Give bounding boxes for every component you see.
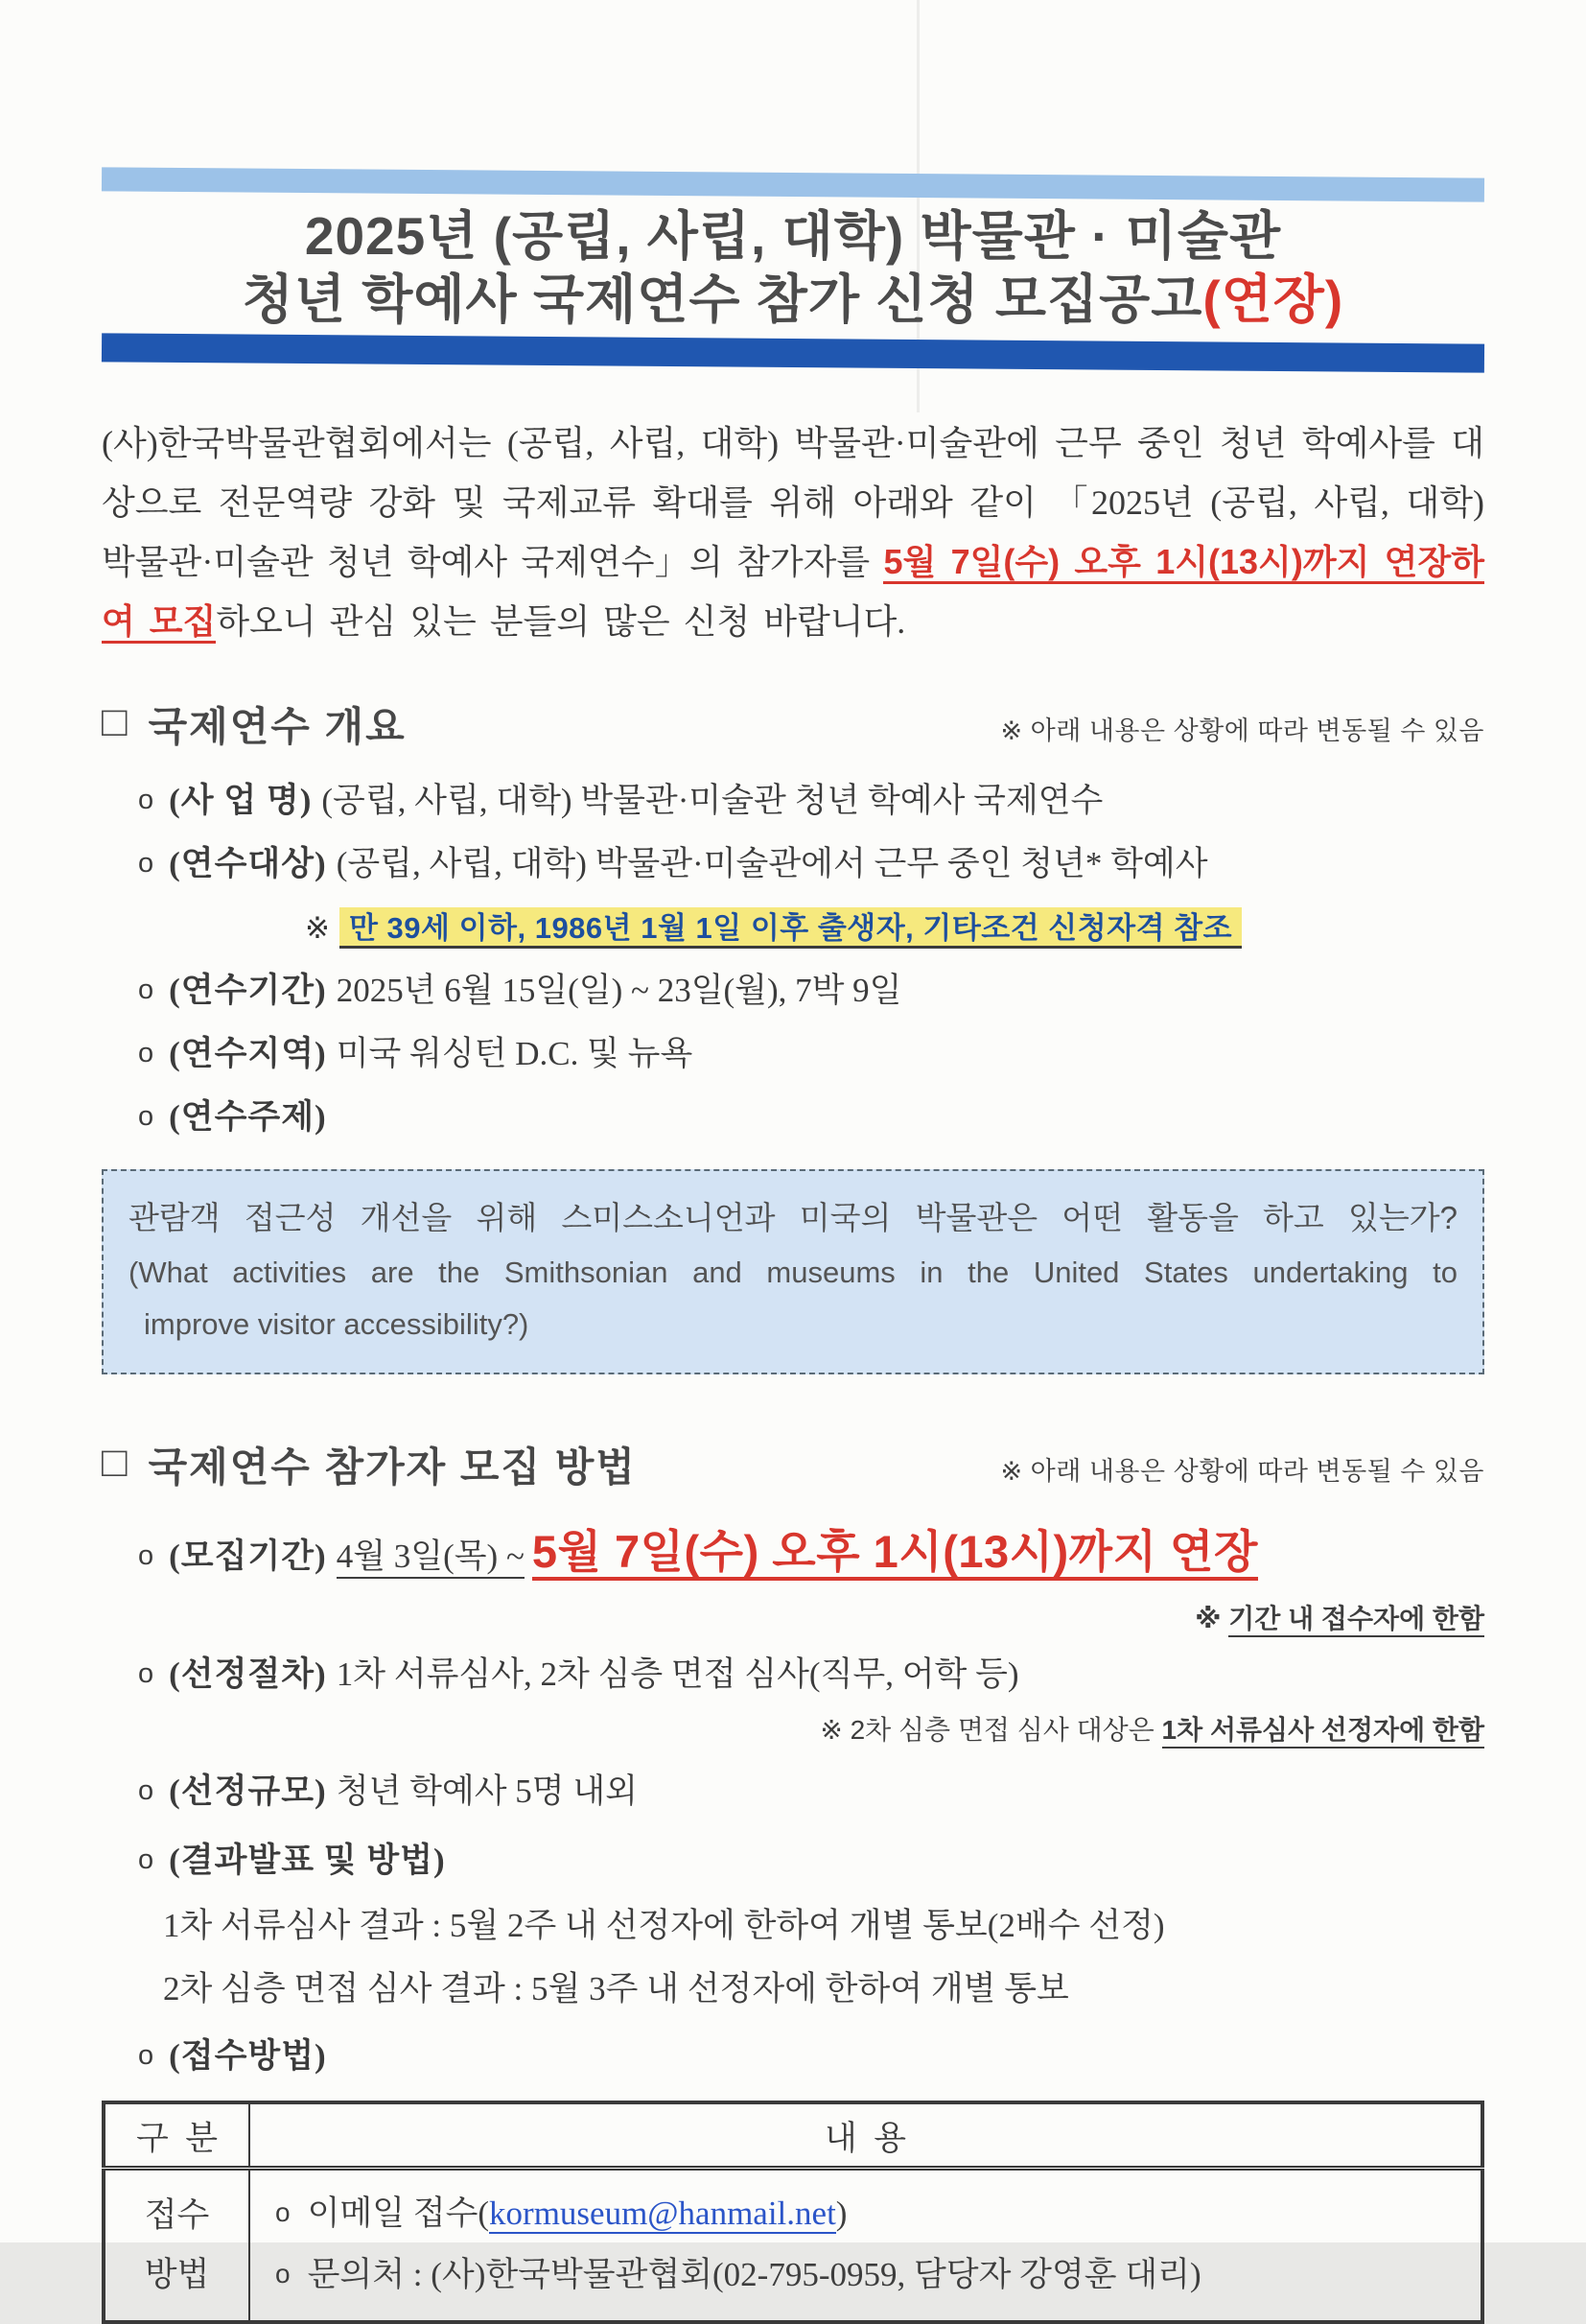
table-row — [104, 2169, 1482, 2323]
interview-restriction-note — [102, 1713, 1484, 1748]
circle-bullet-icon: o — [138, 974, 154, 1005]
row-label-line-1: 접수 — [144, 2196, 210, 2234]
circle-bullet-icon: o — [275, 2259, 291, 2289]
topic-english-line-1: (What activities are the Smithsonian and museums in the United States undertaking to — [128, 1256, 1458, 1289]
deadline-restriction-underlined: 기간 내 접수자에 한함 — [1228, 1604, 1484, 1637]
topic-english-line-2: improve visitor accessibility?) — [144, 1307, 529, 1341]
title-extension-red: (연장) — [1202, 270, 1344, 329]
section-apply-note: ※ 아래 내용은 상황에 따라 변동될 수 있음 — [1000, 1457, 1484, 1486]
eligibility-highlighted-text: 만 39세 이하, 1986년 1월 1일 이후 출생자, 기타조건 신청자격 참조 — [339, 907, 1242, 949]
training-topic-box — [102, 1169, 1484, 1374]
item-selection-procedure — [102, 1652, 1484, 1700]
circle-bullet-icon: o — [138, 1540, 154, 1571]
reference-mark-icon: ※ — [305, 911, 330, 945]
circle-bullet-icon: o — [138, 785, 154, 815]
title-line-1: 2025년 (공립, 사립, 대학) 박물관 · 미술관 — [304, 206, 1282, 266]
item-result-announcement — [102, 1838, 1484, 1886]
recruit-period-extended-red: 5월 7일(수) 오후 1시(13시)까지 연장 — [532, 1526, 1258, 1581]
intro-part-1: (사)한국박물관협회에서는 (공립, 사립, 대학) 박물관·미술관에 근무 중인 청년 학예사를 대상으로 전문역량 강화 및 국제교류 확대를 위해 아래와 같이 「2025년 (공립, 사립, 대학) 박물관·미술관 청년 학예사 국제연수」의 참가자를 — [102, 424, 1484, 581]
circle-bullet-icon: o — [275, 2197, 291, 2227]
circle-bullet-icon: o — [138, 848, 154, 879]
result-announcement-label: (결과발표 및 방법) — [169, 1842, 446, 1879]
title-line-2 — [102, 268, 1484, 331]
document-title — [102, 204, 1484, 331]
item-period — [102, 968, 1484, 1016]
title-line-2-text: 청년 학예사 국제연수 참가 신청 모집공고 — [242, 270, 1203, 329]
section-overview-title-text: 국제연수 개요 — [148, 704, 407, 749]
item-application-method — [102, 2033, 1484, 2081]
item-period-label: (연수기간) — [169, 972, 327, 1009]
row-label-line-2: 방법 — [144, 2256, 210, 2293]
item-target-label: (연수대상) — [169, 845, 327, 882]
title-bottom-bar — [102, 333, 1484, 372]
email-line-suffix: ) — [835, 2195, 848, 2232]
table-header-category: 구 분 — [104, 2102, 249, 2169]
circle-bullet-icon: o — [138, 1844, 154, 1875]
title-top-bar — [102, 167, 1484, 201]
title-block — [102, 173, 1484, 367]
section-apply-title — [102, 1436, 637, 1493]
table-row-content — [249, 2169, 1482, 2323]
email-line-prefix: 이메일 접수( — [307, 2195, 490, 2232]
topic-korean-text: 관람객 접근성 개선을 위해 스미스소니언과 미국의 박물관은 어떤 활동을 하고 있는가? — [128, 1200, 1458, 1235]
item-recruit-period — [102, 1522, 1484, 1588]
contact-line — [275, 2245, 1471, 2307]
item-region-label: (연수지역) — [169, 1035, 327, 1072]
intro-part-3: 하오니 관심 있는 분들의 많은 신청 바랍니다. — [216, 602, 906, 641]
result-second-round: 2차 심층 면접 심사 결과 : 5월 3주 내 선정자에 한하여 개별 통보 — [163, 1970, 1069, 2007]
recruit-period-start: 4월 3일(목) ~ — [337, 1538, 525, 1579]
table-row-label — [104, 2169, 249, 2323]
application-method-label: (접수방법) — [169, 2037, 327, 2075]
square-bullet-icon: □ — [102, 1439, 129, 1486]
item-topic-label: (연수주제) — [169, 1098, 327, 1136]
item-target-text: (공립, 사립, 대학) 박물관·미술관에서 근무 중인 청년* 학예사 — [336, 845, 1208, 882]
section-apply-title-text: 국제연수 참가자 모집 방법 — [148, 1444, 637, 1490]
square-bullet-icon: □ — [102, 698, 129, 745]
item-program-name-text: (공립, 사립, 대학) 박물관·미술관 청년 학예사 국제연수 — [321, 782, 1104, 819]
item-program-name — [102, 778, 1484, 826]
overview-items — [102, 778, 1484, 1142]
reference-mark-icon: ※ — [1195, 1604, 1229, 1633]
section-apply-header — [102, 1436, 1484, 1493]
item-period-text: 2025년 6월 15일(일) ~ 23일(월), 7박 9일 — [336, 972, 902, 1009]
interview-restriction-prefix: ※ 2차 심층 면접 심사 대상은 — [820, 1715, 1162, 1745]
item-region-text: 미국 워싱턴 D.C. 및 뉴욕 — [336, 1035, 693, 1072]
item-selection-scale — [102, 1769, 1484, 1817]
interview-restriction-underlined: 1차 서류심사 선정자에 한함 — [1162, 1715, 1484, 1749]
recruit-period-label: (모집기간) — [169, 1538, 327, 1575]
item-target — [102, 841, 1484, 889]
circle-bullet-icon: o — [138, 1775, 154, 1806]
eligibility-note — [102, 904, 1484, 952]
intro-deadline-red: 5월 7일(수) 오후 1시(13시)까지 연장하여 모집 — [102, 542, 1484, 644]
email-link[interactable]: kormuseum@hanmail.net — [489, 2195, 836, 2232]
item-region — [102, 1031, 1484, 1079]
circle-bullet-icon: o — [138, 2040, 154, 2071]
contact-line-text: 문의처 : (사)한국박물관협회(02-795-0959, 담당자 강영훈 대리) — [307, 2256, 1201, 2293]
circle-bullet-icon: o — [138, 1038, 154, 1068]
selection-procedure-label: (선정절차) — [169, 1655, 327, 1693]
table-header-content: 내 용 — [249, 2102, 1482, 2169]
item-topic — [102, 1094, 1484, 1142]
section-overview-note: ※ 아래 내용은 상황에 따라 변동될 수 있음 — [1000, 716, 1484, 745]
intro-paragraph — [102, 413, 1484, 651]
table-header-row — [104, 2102, 1482, 2169]
circle-bullet-icon: o — [138, 1658, 154, 1689]
item-program-name-label: (사 업 명) — [169, 782, 313, 819]
deadline-restriction-note — [102, 1602, 1484, 1636]
section-overview-header — [102, 695, 1484, 753]
selection-scale-label: (선정규모) — [169, 1772, 327, 1810]
selection-scale-text: 청년 학예사 5명 내외 — [336, 1772, 638, 1810]
selection-procedure-text: 1차 서류심사, 2차 심층 면접 심사(직무, 어학 등) — [336, 1655, 1019, 1693]
circle-bullet-icon: o — [138, 1101, 154, 1132]
result-first-round: 1차 서류심사 결과 : 5월 2주 내 선정자에 한하여 개별 통보(2배수 선정) — [163, 1907, 1165, 1944]
email-line — [275, 2184, 1471, 2245]
application-method-table — [102, 2101, 1484, 2324]
section-overview-title — [102, 695, 407, 753]
